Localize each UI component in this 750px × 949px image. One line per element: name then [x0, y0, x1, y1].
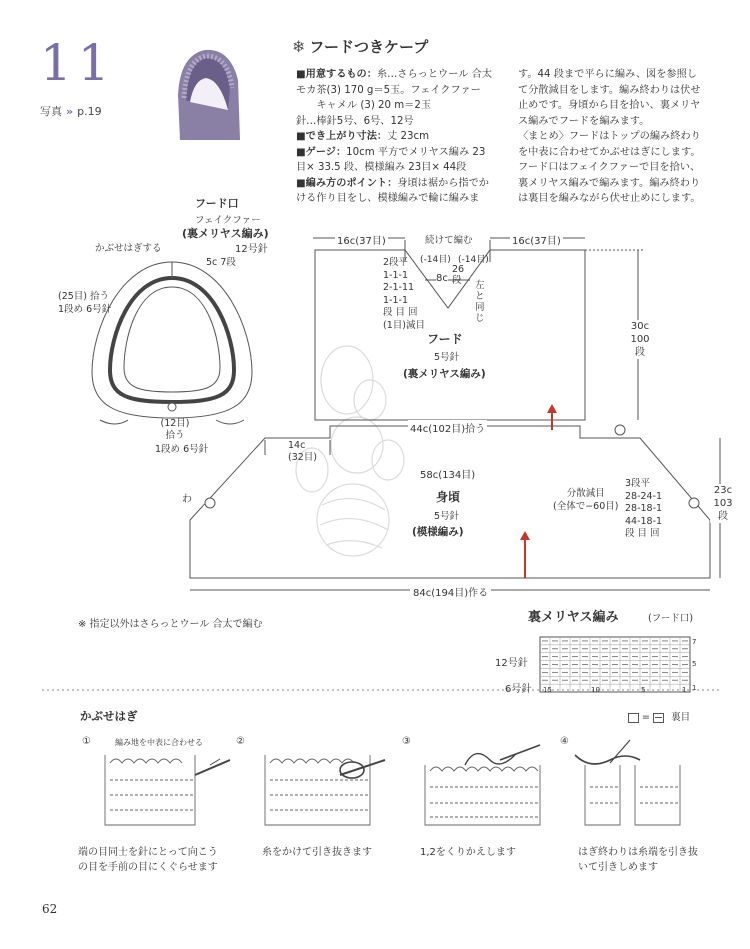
instructions-line: を中表に合わせてかぶせはぎにします。 — [518, 146, 701, 158]
chart-col-number: 15 — [543, 686, 552, 694]
hood-opening-stitch: (裏メリヤス編み) — [182, 227, 269, 240]
hood-pickup: 44c(102目)拾う — [408, 420, 487, 435]
ring-marker: わ — [182, 494, 192, 505]
chart-row-number: 5 — [692, 660, 697, 668]
title-text: フードつきケープ — [309, 38, 429, 56]
hood-opening-diagram — [92, 262, 252, 424]
hood-center-rows: 26 段 — [452, 264, 465, 286]
hood-dec-right: (-14目) — [458, 255, 489, 265]
chart-legend: = 裏目 — [628, 709, 690, 723]
page-number: 62 — [42, 902, 58, 916]
step4-text: はぎ終わりは糸端を引き抜 いて引きしめます — [578, 847, 698, 873]
hood-opening-rows: 5c 7段 — [206, 257, 236, 268]
chart-col-number: 1 — [682, 686, 687, 694]
knitting-chart-grid — [540, 637, 690, 692]
step4-illustration — [575, 740, 680, 825]
hood-opening-bottom-pickup: (12目) 拾う — [160, 418, 190, 441]
distributed-decrease: 分散減目 (全体で−60目) — [553, 488, 619, 512]
step2-text: 糸をかけて引き抜きます — [262, 847, 372, 858]
body-side-width: 14c (32目) — [288, 440, 318, 463]
hood-outline — [313, 238, 645, 430]
chart-title: 裏メリヤス編み — [528, 610, 619, 625]
instructions-line: ス編みでフードを編みます。 — [518, 115, 650, 127]
photo-page: p.19 — [77, 105, 102, 118]
step1-note: 編み地を中表に合わせる — [115, 738, 203, 747]
double-chevron-icon: » — [66, 105, 74, 118]
step1-illustration — [105, 755, 230, 825]
yarn-footnote: ※ 指定以外はさらっとウール 合太で編む — [78, 619, 263, 630]
instructions-line: す。44 段まで平らに編み、図を参照し — [518, 69, 697, 80]
snowflake-icon: ❄ — [292, 37, 306, 56]
body-height: 23c 103 段 — [710, 484, 736, 523]
photo-label: 写真 — [40, 105, 62, 118]
step-number: ① — [82, 736, 91, 747]
chart-needle-top: 12号針 — [495, 658, 528, 669]
materials-line: キャメル (3) 20 m＝2玉 — [296, 100, 432, 111]
step3-illustration — [425, 745, 540, 825]
materials-line: ■用意するもの：糸…さらっとウール 合太 — [296, 69, 493, 80]
materials-line: ■でき上がり寸法：丈 23cm — [296, 131, 430, 142]
materials-line: モカ茶(3) 170 g＝5玉。フェイクファー — [296, 84, 481, 96]
pattern-number: 11 — [40, 34, 116, 92]
step2-illustration — [265, 755, 385, 825]
blank-cell-icon — [628, 713, 639, 723]
hood-opening-needle: 12号針 — [235, 244, 268, 255]
materials-line: ■ゲージ：10cm 平方でメリヤス編み 23 — [296, 146, 486, 158]
same-as-left: 左と同じ — [475, 280, 485, 324]
chart-row-number: 7 — [692, 638, 697, 646]
body-top-width: 58c(134目) — [420, 470, 476, 481]
materials-line: 針…棒針5号、6号、12号 — [296, 115, 414, 127]
cast-on: 84c(194目)作る — [410, 584, 491, 599]
step3-text: 1,2をくりかえします — [420, 847, 516, 858]
hood-center-width: 8c — [436, 273, 448, 284]
hood-needle: 5号針 — [434, 352, 460, 363]
instructions-line: 止めです。身頃から目を拾い、裏メリヤ — [518, 100, 701, 111]
body-stitch: (模様編み) — [412, 526, 464, 538]
seam-note: かぶせはぎする — [95, 243, 162, 254]
materials-line: 目× 33.5 段、模様編み 23目× 44段 — [296, 162, 467, 173]
hood-opening-left-pickup: (25目) 拾う 1段め 6号針 — [58, 291, 112, 315]
hood-opening-yarn: フェイクファー — [195, 215, 261, 226]
hood-opening-title: フード口 — [195, 197, 239, 210]
hood-decrease-table: 2段平 1-1-1 2-1-11 1-1-1 段 目 回 (1目)減目 — [383, 257, 425, 331]
hood-height: 30c 100 段 — [630, 321, 650, 358]
step-number: ④ — [560, 736, 569, 747]
purl-symbol-icon — [653, 713, 664, 723]
chart-row-number: 1 — [692, 684, 697, 692]
hood-left-width: 16c(37目) — [335, 232, 388, 247]
materials-line: ける作り目をし、模様編みで輪に編みま — [296, 193, 480, 204]
hood-name: フード — [427, 332, 463, 346]
step-number: ③ — [402, 736, 411, 747]
instructions-line: 〈まとめ〉フードはトップの編み終わり — [518, 131, 701, 142]
body-decrease-table: 3段平 28-24-1 28-18-1 44-18-1 段 目 回 — [625, 478, 663, 539]
hood-dec-left: (-14目) — [420, 255, 451, 265]
chart-subtitle: (フード口) — [648, 613, 694, 624]
continue-knitting: 続けて編む — [425, 235, 473, 246]
hood-right-width: 16c(37目) — [510, 232, 563, 247]
step-number: ② — [236, 736, 245, 747]
body-name: 身頃 — [436, 490, 461, 504]
step1-text: 端の目同士を針にとって向こう の目を手前の目にくぐらせます — [78, 847, 218, 873]
body-needle: 5号針 — [434, 511, 460, 522]
chart-col-number: 5 — [641, 686, 646, 694]
instructions-line: は裏目を編みながら伏せ止めにします。 — [518, 193, 701, 204]
instructions-line: フード口はフェイクファーで目を拾い、 — [518, 162, 701, 173]
chart-col-number: 10 — [591, 686, 600, 694]
materials-line: ■編み方のポイント：身頃は裾から指でか — [296, 177, 489, 189]
instructions-line: 裏メリヤス編みで編みます。編み終わり — [518, 177, 701, 189]
hood-opening-bottom-needle: 1段め 6号針 — [155, 444, 209, 455]
hood-stitch: (裏メリヤス編み) — [403, 368, 486, 380]
instructions-line: て分散減目をします。編み終わりは伏せ — [518, 84, 701, 96]
kabuse-illustrations — [70, 735, 710, 835]
kabuse-title: かぶせはぎ — [80, 709, 138, 723]
chart-needle-bottom: 6号針 — [505, 684, 532, 695]
